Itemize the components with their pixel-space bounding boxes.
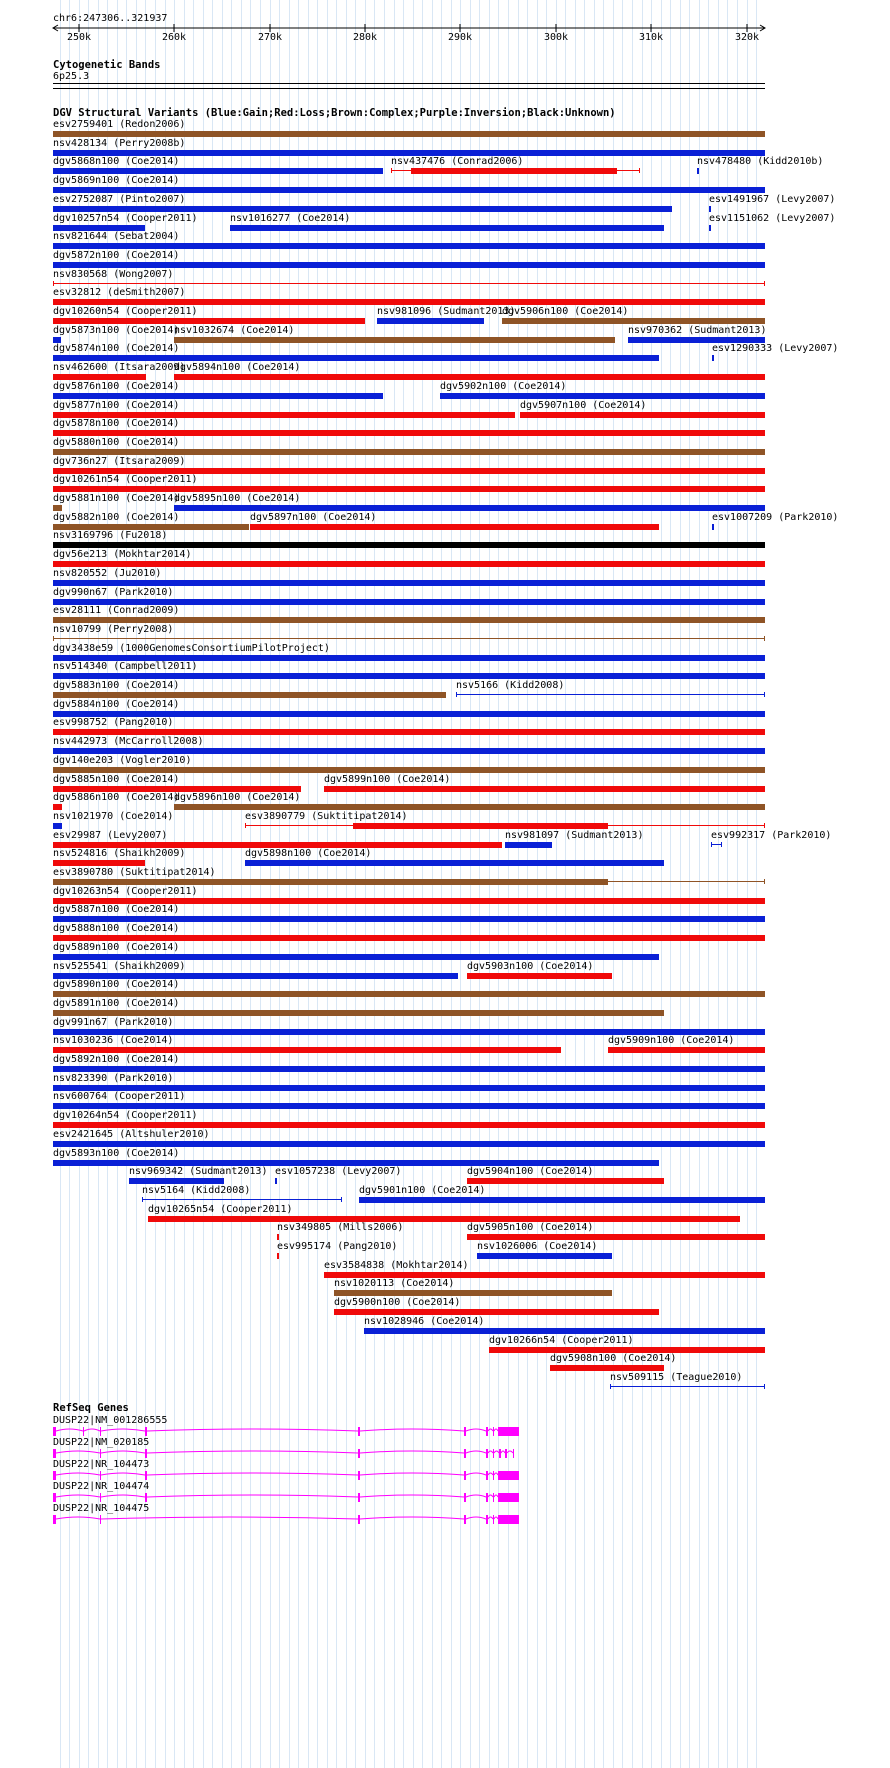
variant-label[interactable]: nsv1028946 (Coe2014) — [364, 1316, 485, 1327]
gene-exon — [145, 1471, 147, 1480]
variant-label[interactable]: dgv5890n100 (Coe2014) — [53, 979, 180, 990]
gene-exon — [493, 1427, 494, 1436]
gene-intron — [488, 1429, 493, 1431]
variant-end-tick — [764, 281, 765, 286]
variant-bar[interactable] — [53, 486, 765, 492]
gene-intron — [488, 1495, 493, 1497]
variant-label[interactable]: dgv5902n100 (Coe2014) — [440, 381, 567, 392]
gene-exon — [493, 1449, 494, 1458]
variant-bar[interactable] — [250, 524, 659, 530]
variant-bar[interactable] — [53, 168, 383, 174]
gene-intron — [56, 1429, 83, 1431]
variant-bar[interactable] — [467, 973, 612, 979]
gene-label: DUSP22|NR_104475 — [53, 1503, 150, 1514]
gene-exon — [53, 1427, 56, 1436]
variant-label[interactable]: dgv5868n100 (Coe2014) — [53, 156, 180, 167]
gene-intron — [466, 1429, 486, 1431]
gene-intron — [101, 1495, 145, 1497]
variant-bar[interactable] — [359, 1197, 765, 1203]
gene-intron — [101, 1429, 145, 1431]
gene-intron — [494, 1473, 498, 1475]
gene-label: DUSP22|NM_001286555 — [53, 1415, 168, 1426]
variant-label[interactable]: dgv5888n100 (Coe2014) — [53, 923, 180, 934]
variant-label[interactable]: dgv5874n100 (Coe2014) — [53, 343, 180, 354]
variant-line[interactable] — [456, 694, 765, 695]
gene-exon — [486, 1449, 488, 1458]
variant-label[interactable]: nsv1032674 (Coe2014) — [174, 325, 295, 336]
variant-label[interactable]: dgv5899n100 (Coe2014) — [324, 774, 451, 785]
ruler-tick-label: 250k — [66, 32, 92, 43]
variant-end-tick — [711, 842, 712, 847]
variant-end-tick — [456, 692, 457, 697]
variant-label[interactable]: dgv5908n100 (Coe2014) — [550, 1353, 677, 1364]
variant-bar[interactable] — [353, 823, 608, 829]
variant-end-tick — [764, 692, 765, 697]
gene-exon — [486, 1471, 488, 1480]
variant-end-tick — [721, 842, 722, 847]
variant-label[interactable]: dgv10265n54 (Cooper2011) — [148, 1204, 293, 1215]
gene-intron — [360, 1517, 464, 1519]
gene-exon — [498, 1471, 519, 1480]
variant-bar[interactable] — [324, 786, 765, 792]
gene-exon — [498, 1493, 519, 1502]
gene-exon — [53, 1515, 56, 1524]
variant-bar[interactable] — [608, 1047, 765, 1053]
variant-label[interactable]: dgv5873n100 (Coe2014) — [53, 325, 180, 336]
variant-label[interactable]: dgv5903n100 (Coe2014) — [467, 961, 594, 972]
gene-intron — [494, 1429, 498, 1431]
variant-label[interactable]: esv1491967 (Levy2007) — [709, 194, 836, 205]
variant-bar[interactable] — [230, 225, 664, 231]
variant-bar[interactable] — [411, 168, 617, 174]
gene-intron — [147, 1495, 358, 1497]
variant-label[interactable]: dgv5876n100 (Coe2014) — [53, 381, 180, 392]
variant-end-tick — [142, 1197, 143, 1202]
variant-label[interactable]: dgv140e203 (Vogler2010) — [53, 755, 192, 766]
variant-label[interactable]: dgv736n27 (Itsara2009) — [53, 456, 186, 467]
gene-exon — [464, 1493, 466, 1502]
ruler-position-label: chr6:247306..321937 — [53, 13, 168, 24]
variant-label[interactable]: dgv5885n100 (Coe2014) — [53, 774, 180, 785]
variant-label[interactable]: nsv821644 (Sebat2004) — [53, 231, 180, 242]
variant-bar[interactable] — [709, 206, 711, 212]
gene-exon — [100, 1515, 101, 1524]
variant-label[interactable]: dgv5883n100 (Coe2014) — [53, 680, 180, 691]
variant-bar[interactable] — [53, 131, 765, 137]
variant-label[interactable]: esv2421645 (Altshuler2010) — [53, 1129, 210, 1140]
gene-intron — [56, 1495, 100, 1497]
gene-intron — [494, 1451, 499, 1453]
variant-label[interactable]: nsv524816 (Shaikh2009) — [53, 848, 186, 859]
variant-end-tick — [53, 281, 54, 286]
gene-intron — [494, 1495, 498, 1497]
variant-label[interactable]: esv998752 (Pang2010) — [53, 717, 174, 728]
variant-bar[interactable] — [53, 262, 765, 268]
variant-bar[interactable] — [53, 692, 446, 698]
variant-label[interactable]: nsv428134 (Perry2008b) — [53, 138, 186, 149]
variant-bar[interactable] — [709, 225, 711, 231]
variant-label[interactable]: dgv5907n100 (Coe2014) — [520, 400, 647, 411]
variant-bar[interactable] — [712, 355, 714, 361]
variant-label[interactable]: dgv5887n100 (Coe2014) — [53, 904, 180, 915]
gene-intron — [84, 1429, 100, 1431]
variant-bar[interactable] — [275, 1178, 277, 1184]
variant-label[interactable]: dgv10257n54 (Cooper2011) — [53, 213, 198, 224]
variant-bar[interactable] — [148, 1216, 740, 1222]
gene-intron — [101, 1473, 145, 1475]
variant-label[interactable]: esv1290333 (Levy2007) — [712, 343, 839, 354]
variant-bar[interactable] — [53, 748, 765, 754]
variant-label[interactable]: dgv5897n100 (Coe2014) — [250, 512, 377, 523]
variant-end-tick — [610, 1384, 611, 1389]
variant-bar[interactable] — [53, 318, 365, 324]
gene-intron — [101, 1451, 145, 1453]
variant-bar[interactable] — [53, 542, 765, 548]
variant-label[interactable]: dgv5892n100 (Coe2014) — [53, 1054, 180, 1065]
variant-end-tick — [764, 636, 765, 641]
variant-label[interactable]: nsv525541 (Shaikh2009) — [53, 961, 186, 972]
gene-exon — [513, 1449, 514, 1458]
gene-exon — [358, 1515, 360, 1524]
variant-bar[interactable] — [53, 206, 672, 212]
cytogenetic-bands-title: Cytogenetic Bands — [53, 59, 161, 71]
variant-end-tick — [764, 823, 765, 828]
variant-bar[interactable] — [53, 729, 765, 735]
variant-label[interactable]: dgv5891n100 (Coe2014) — [53, 998, 180, 1009]
variant-bar[interactable] — [53, 1066, 765, 1072]
variant-label[interactable]: dgv5881n100 (Coe2014) — [53, 493, 180, 504]
variant-end-tick — [764, 1384, 765, 1389]
ruler-tick-label: 280k — [352, 32, 378, 43]
gene-exon — [498, 1515, 519, 1524]
gene-exon — [493, 1515, 494, 1524]
gene-label: DUSP22|NR_104474 — [53, 1481, 150, 1492]
variant-label[interactable]: dgv991n67 (Park2010) — [53, 1017, 174, 1028]
variant-label[interactable]: nsv1021970 (Coe2014) — [53, 811, 174, 822]
variant-bar[interactable] — [53, 991, 765, 997]
ruler-tick-label: 290k — [447, 32, 473, 43]
ruler-tick-label: 300k — [543, 32, 569, 43]
variant-label[interactable]: nsv823390 (Park2010) — [53, 1073, 174, 1084]
variant-bar[interactable] — [277, 1234, 279, 1240]
variant-label[interactable]: nsv969342 (Sudmant2013) — [129, 1166, 268, 1177]
variant-label[interactable]: dgv5869n100 (Coe2014) — [53, 175, 180, 186]
variant-label[interactable]: nsv514340 (Campbell2011) — [53, 661, 198, 672]
variant-label[interactable]: esv1151062 (Levy2007) — [709, 213, 836, 224]
variant-label[interactable]: nsv1016277 (Coe2014) — [230, 213, 351, 224]
variant-bar[interactable] — [53, 617, 765, 623]
variant-label[interactable]: nsv5166 (Kidd2008) — [456, 680, 565, 691]
variant-label[interactable]: nsv970362 (Sudmant2013) — [628, 325, 767, 336]
refseq-track-title: RefSeq Genes — [53, 1402, 129, 1414]
variant-bar[interactable] — [467, 1234, 765, 1240]
gene-intron — [466, 1517, 486, 1519]
variant-label[interactable]: nsv830568 (Wong2007) — [53, 269, 174, 280]
variant-label[interactable]: esv992317 (Park2010) — [711, 830, 832, 841]
gene-intron — [501, 1451, 505, 1453]
gene-exon — [464, 1471, 466, 1480]
gene-exon — [498, 1427, 519, 1436]
variant-label[interactable]: dgv5872n100 (Coe2014) — [53, 250, 180, 261]
variant-label[interactable]: dgv5880n100 (Coe2014) — [53, 437, 180, 448]
gene-exon — [83, 1427, 84, 1436]
variant-label[interactable]: dgv5877n100 (Coe2014) — [53, 400, 180, 411]
variant-bar[interactable] — [53, 879, 608, 885]
variant-bar[interactable] — [477, 1253, 612, 1259]
variant-label[interactable]: dgv5906n100 (Coe2014) — [502, 306, 629, 317]
variant-label[interactable]: nsv820552 (Ju2010) — [53, 568, 162, 579]
gene-exon — [464, 1449, 466, 1458]
variant-label[interactable]: dgv10264n54 (Cooper2011) — [53, 1110, 198, 1121]
variant-label[interactable]: nsv3169796 (Fu2018) — [53, 530, 168, 541]
variant-label[interactable]: esv3584838 (Mokhtar2014) — [324, 1260, 469, 1271]
variant-bar[interactable] — [697, 168, 699, 174]
variant-label[interactable]: dgv5896n100 (Coe2014) — [174, 792, 301, 803]
variant-bar[interactable] — [53, 1047, 561, 1053]
gene-exon — [145, 1427, 147, 1436]
gene-exon — [505, 1449, 507, 1458]
variant-end-tick — [341, 1197, 342, 1202]
ruler-tick-label: 320k — [734, 32, 760, 43]
gene-exon — [145, 1493, 147, 1502]
variant-bar[interactable] — [364, 1328, 765, 1334]
variant-bar[interactable] — [334, 1290, 612, 1296]
gene-exon — [486, 1515, 488, 1524]
variant-bar[interactable] — [53, 954, 659, 960]
gene-intron — [466, 1473, 486, 1475]
variant-bar[interactable] — [53, 1141, 765, 1147]
gene-intron — [488, 1517, 493, 1519]
variant-label[interactable]: esv995174 (Pang2010) — [277, 1241, 398, 1252]
variant-label[interactable]: esv1057238 (Levy2007) — [275, 1166, 402, 1177]
variant-bar[interactable] — [550, 1365, 664, 1371]
variant-label[interactable]: nsv981097 (Sudmant2013) — [505, 830, 644, 841]
variant-bar[interactable] — [53, 505, 62, 511]
variant-label[interactable]: nsv437476 (Conrad2006) — [391, 156, 524, 167]
variant-label[interactable]: nsv509115 (Teague2010) — [610, 1372, 743, 1383]
variant-line[interactable] — [610, 1386, 765, 1387]
variant-label[interactable]: dgv3438e59 (1000GenomesConsortiumPilotProject) — [53, 643, 330, 654]
variant-label[interactable]: dgv5909n100 (Coe2014) — [608, 1035, 735, 1046]
gene-intron — [147, 1473, 358, 1475]
variant-label[interactable]: esv2752087 (Pinto2007) — [53, 194, 186, 205]
gene-intron — [56, 1451, 100, 1453]
variant-bar[interactable] — [53, 860, 145, 866]
variant-bar[interactable] — [505, 842, 552, 848]
variant-line[interactable] — [53, 638, 765, 639]
gene-exon — [493, 1493, 494, 1502]
variant-bar[interactable] — [53, 767, 765, 773]
gene-exon — [53, 1471, 56, 1480]
variant-bar[interactable] — [53, 673, 765, 679]
variant-end-tick — [639, 168, 640, 173]
gene-exon — [464, 1515, 466, 1524]
variant-label[interactable]: dgv5901n100 (Coe2014) — [359, 1185, 486, 1196]
variant-label[interactable]: dgv5905n100 (Coe2014) — [467, 1222, 594, 1233]
gene-exon — [358, 1493, 360, 1502]
variant-bar[interactable] — [53, 916, 765, 922]
refseq-gene-track — [0, 1410, 890, 1530]
variant-label[interactable]: esv3890779 (Suktitipat2014) — [245, 811, 408, 822]
ruler-tick-label: 270k — [257, 32, 283, 43]
gene-label: DUSP22|NR_104473 — [53, 1459, 150, 1470]
variant-label[interactable]: nsv462600 (Itsara2009) — [53, 362, 186, 373]
variant-bar[interactable] — [53, 393, 383, 399]
gene-intron — [494, 1517, 498, 1519]
gene-intron — [101, 1517, 358, 1519]
gene-intron — [56, 1473, 100, 1475]
variant-bar[interactable] — [129, 1178, 224, 1184]
gene-exon — [464, 1427, 466, 1436]
gene-intron — [56, 1517, 100, 1519]
variant-bar[interactable] — [53, 1010, 664, 1016]
variant-bar[interactable] — [174, 374, 765, 380]
gene-intron — [147, 1451, 358, 1453]
gene-exon — [100, 1449, 101, 1458]
variant-end-tick — [53, 636, 54, 641]
variant-label[interactable]: dgv10266n54 (Cooper2011) — [489, 1335, 634, 1346]
variant-bar[interactable] — [712, 524, 714, 530]
variant-label[interactable]: esv3890780 (Suktitipat2014) — [53, 867, 216, 878]
variant-label[interactable]: nsv981096 (Sudmant2013) — [377, 306, 516, 317]
gene-exon — [53, 1493, 56, 1502]
variant-bar[interactable] — [53, 355, 659, 361]
variant-label[interactable]: nsv1026006 (Coe2014) — [477, 1241, 598, 1252]
gene-exon — [145, 1449, 147, 1458]
variant-label[interactable]: esv29987 (Levy2007) — [53, 830, 168, 841]
gene-intron — [360, 1495, 464, 1497]
variant-end-tick — [391, 168, 392, 173]
gene-exon — [358, 1471, 360, 1480]
gene-intron — [360, 1429, 464, 1431]
gene-exon — [486, 1493, 488, 1502]
variant-bar[interactable] — [377, 318, 484, 324]
variant-label[interactable]: esv1007209 (Park2010) — [712, 512, 839, 523]
variant-label[interactable]: dgv990n67 (Park2010) — [53, 587, 174, 598]
gene-exon — [358, 1449, 360, 1458]
gene-exon — [499, 1449, 501, 1458]
variant-bar[interactable] — [520, 412, 765, 418]
variant-bar[interactable] — [277, 1253, 279, 1259]
gene-intron — [360, 1473, 464, 1475]
variant-label[interactable]: dgv56e213 (Mokhtar2014) — [53, 549, 192, 560]
variant-bar[interactable] — [174, 505, 765, 511]
variant-label[interactable]: nsv1020113 (Coe2014) — [334, 1278, 455, 1289]
variant-label[interactable]: dgv5900n100 (Coe2014) — [334, 1297, 461, 1308]
gene-intron — [466, 1495, 486, 1497]
gene-intron — [466, 1451, 486, 1453]
variant-label[interactable]: dgv5878n100 (Coe2014) — [53, 418, 180, 429]
variant-label[interactable]: nsv600764 (Cooper2011) — [53, 1091, 186, 1102]
variant-label[interactable]: dgv5893n100 (Coe2014) — [53, 1148, 180, 1159]
cytoband-label: 6p25.3 — [53, 71, 90, 82]
gene-exon — [100, 1493, 101, 1502]
variant-label[interactable]: esv2759401 (Redon2006) — [53, 119, 186, 130]
gene-label: DUSP22|NM_020185 — [53, 1437, 150, 1448]
gene-intron — [147, 1429, 358, 1431]
variant-bar[interactable] — [53, 243, 765, 249]
gene-exon — [53, 1449, 56, 1458]
variant-bar[interactable] — [174, 804, 765, 810]
variant-bar[interactable] — [53, 823, 62, 829]
variant-label[interactable]: dgv5889n100 (Coe2014) — [53, 942, 180, 953]
variant-bar[interactable] — [53, 1103, 765, 1109]
variant-bar[interactable] — [53, 561, 765, 567]
variant-bar[interactable] — [502, 318, 765, 324]
variant-label[interactable]: esv32812 (deSmith2007) — [53, 287, 186, 298]
gene-intron — [360, 1451, 464, 1453]
gene-exon — [100, 1427, 101, 1436]
gene-exon — [493, 1471, 494, 1480]
gene-intron — [488, 1473, 493, 1475]
gene-exon — [486, 1427, 488, 1436]
variant-label[interactable]: dgv5886n100 (Coe2014) — [53, 792, 180, 803]
variant-bar[interactable] — [53, 374, 146, 380]
variant-bar[interactable] — [53, 430, 765, 436]
variant-bar[interactable] — [53, 1122, 765, 1128]
variant-bar[interactable] — [334, 1309, 659, 1315]
ruler-tick-label: 310k — [638, 32, 664, 43]
variant-bar[interactable] — [53, 935, 765, 941]
variant-label[interactable]: dgv10263n54 (Cooper2011) — [53, 886, 198, 897]
variant-label[interactable]: nsv10799 (Perry2008) — [53, 624, 174, 635]
gene-exon — [100, 1471, 101, 1480]
gene-exon — [358, 1427, 360, 1436]
variant-bar[interactable] — [467, 1178, 664, 1184]
variant-line[interactable] — [53, 283, 765, 284]
variant-label[interactable]: dgv5895n100 (Coe2014) — [174, 493, 301, 504]
variant-end-tick — [764, 879, 765, 884]
variant-label[interactable]: nsv1030236 (Coe2014) — [53, 1035, 174, 1046]
variant-bar[interactable] — [53, 187, 765, 193]
variant-label[interactable]: nsv5164 (Kidd2008) — [142, 1185, 251, 1196]
variant-end-tick — [245, 823, 246, 828]
variant-bar[interactable] — [53, 449, 765, 455]
variant-label[interactable]: esv28111 (Conrad2009) — [53, 605, 180, 616]
variant-label[interactable]: nsv349805 (Mills2006) — [277, 1222, 404, 1233]
variant-bar[interactable] — [53, 299, 765, 305]
variant-bar[interactable] — [174, 337, 615, 343]
variant-line[interactable] — [142, 1199, 342, 1200]
gene-intron — [507, 1451, 513, 1453]
variant-label[interactable]: dgv5894n100 (Coe2014) — [174, 362, 301, 373]
variant-label[interactable]: nsv442973 (McCarroll2008) — [53, 736, 204, 747]
variant-bar[interactable] — [53, 804, 62, 810]
variant-bar[interactable] — [53, 580, 765, 586]
variant-label[interactable]: nsv478480 (Kidd2010b) — [697, 156, 824, 167]
dgv-track-title: DGV Structural Variants (Blue:Gain;Red:Loss;Brown:Complex;Purple:Inversion;Black:Unknown) — [53, 107, 616, 119]
variant-bar[interactable] — [440, 393, 765, 399]
variant-label[interactable]: dgv10260n54 (Cooper2011) — [53, 306, 198, 317]
variant-label[interactable]: dgv10261n54 (Cooper2011) — [53, 474, 198, 485]
variant-label[interactable]: dgv5884n100 (Coe2014) — [53, 699, 180, 710]
variant-label[interactable]: dgv5882n100 (Coe2014) — [53, 512, 180, 523]
variant-label[interactable]: dgv5898n100 (Coe2014) — [245, 848, 372, 859]
variant-bar[interactable] — [245, 860, 664, 866]
variant-label[interactable]: dgv5904n100 (Coe2014) — [467, 1166, 594, 1177]
gene-intron — [488, 1451, 493, 1453]
ruler-tick-label: 260k — [161, 32, 187, 43]
